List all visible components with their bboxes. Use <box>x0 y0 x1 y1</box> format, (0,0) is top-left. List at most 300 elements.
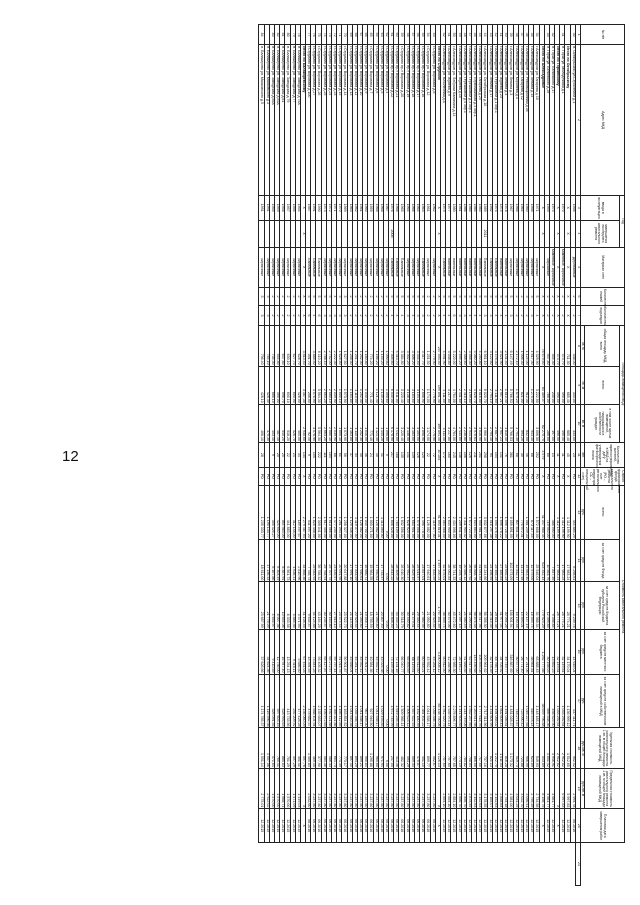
cost-budget-cell: 28 315,35 <box>487 582 492 629</box>
specific-cost-cell: 717,60 <box>477 728 482 768</box>
fund-method-cell: РО <box>373 467 378 485</box>
residents-cell: 134 <box>300 443 305 468</box>
area-all-cell: 2 663,20 <box>321 366 326 404</box>
area-total-cell: 4 329,90 <box>534 326 539 366</box>
area-all-cell: 1 252,30 <box>358 366 363 404</box>
fund-method-cell: РО <box>570 467 575 485</box>
year-built-cell: 1964 <box>404 195 409 220</box>
address-cell: г.Струнино пр-т Воронина д.18 <box>409 45 414 196</box>
area-residential-cell: 771,40 <box>368 404 373 442</box>
cost-local-cell: 65 893,69 <box>404 629 409 674</box>
cost-fund-cell: 28 814,22 <box>389 539 394 582</box>
residents-cell: 111 <box>321 443 326 468</box>
max-cost-cell: 3 237,80 <box>368 768 373 808</box>
row-number: 45 <box>477 25 482 45</box>
residents-cell: 37 <box>347 443 352 468</box>
year-built-cell: 1959 <box>544 195 549 220</box>
area-all-cell: 3 154,00 <box>415 366 420 404</box>
cost-fund-cell: 26 657,92 <box>466 539 471 582</box>
residents-cell: 149 <box>409 443 414 468</box>
row-number: 83 <box>269 25 274 45</box>
cost-local-cell: 38 664,81 <box>529 629 534 674</box>
cost-total-cell: 1 126 082,00 <box>425 485 430 539</box>
cost-fund-cell: 12 579,05 <box>529 539 534 582</box>
floors-cell: 2 <box>549 287 554 305</box>
cost-fund-cell: 25 465,23 <box>492 539 497 582</box>
cost-owners-cell: 1 495 972,65 <box>321 674 326 728</box>
entrances-cell: 3 <box>264 305 269 325</box>
cost-local-cell: 13 254,13 <box>285 629 290 674</box>
address-cell: г.Струнино ул. Воронина д.6 <box>373 45 378 196</box>
cost-local-cell: 14 616,04 <box>570 629 575 674</box>
address-cell: г.Александров ул. Ленина д.17 <box>487 45 492 196</box>
row-number: 81 <box>280 25 285 45</box>
area-all-cell: 4 111,50 <box>441 366 446 404</box>
entrances-cell: X <box>300 305 305 325</box>
cost-owners-cell: 458 525,90 <box>549 674 554 728</box>
address-cell: п. Октябрьский ул.Строителей д.1 <box>570 45 575 196</box>
fund-method-cell: X <box>565 467 570 485</box>
year-built-cell: 1989 <box>482 195 487 220</box>
cost-fund-cell: 20 047,88 <box>342 539 347 582</box>
row-number: 33 <box>544 25 549 45</box>
area-total-cell: 2 131,40 <box>503 326 508 366</box>
cost-fund-cell: 17 983,24 <box>555 539 560 582</box>
year-overhaul-cell <box>373 220 378 247</box>
table-row <box>472 25 477 886</box>
walls-cell: кирпичные <box>259 247 264 287</box>
cost-fund-cell: 6 303,49 <box>275 539 280 582</box>
specific-cost-cell: 899,21 <box>358 728 363 768</box>
subtotal-row <box>565 25 570 886</box>
area-residential-cell: 1 174,00 <box>425 404 430 442</box>
year-overhaul-cell <box>347 220 352 247</box>
plan-date-cell: 12.2015 <box>518 809 523 843</box>
address-cell: г.Струнино ул. Воронина д.7 <box>368 45 373 196</box>
cost-fund-cell: 25 692,23 <box>503 539 508 582</box>
address-cell: г.Струнино ул. Воронина д.12 <box>425 45 430 196</box>
plan-date-cell: 12.2015 <box>290 809 295 843</box>
row-number: 77 <box>306 25 311 45</box>
walls-cell: Панельные <box>399 247 404 287</box>
table-row <box>399 25 404 886</box>
walls-cell: кирпичные <box>383 247 388 287</box>
cost-total-cell: 1 112 199,90 <box>555 485 560 539</box>
entrances-cell: 6 <box>451 305 456 325</box>
cost-budget-cell: 22 147,19 <box>524 582 529 629</box>
address-cell: г.Струнино ул. Воронина д.10 <box>358 45 363 196</box>
area-total-cell: 1 251,50 <box>425 326 430 366</box>
area-residential-cell: 375,30 <box>264 404 269 442</box>
walls-cell: кирпичные <box>368 247 373 287</box>
year-built-cell: 1963 <box>347 195 352 220</box>
residents-cell: 45 <box>565 443 570 468</box>
cost-total-cell: 1 261 093,00 <box>337 485 342 539</box>
plan-date-cell: 12.2015 <box>482 809 487 843</box>
residents-cell: 68 <box>513 443 518 468</box>
cost-owners-cell: 2 276 896,77 <box>451 674 456 728</box>
row-number: 44 <box>482 25 487 45</box>
max-cost-cell: 3 237,80 <box>342 768 347 808</box>
area-all-cell: 6 020,70 <box>482 366 487 404</box>
year-built-cell: 1965 <box>399 195 404 220</box>
year-built-cell: 1960 <box>524 195 529 220</box>
area-residential-cell: 1 110,00 <box>352 404 357 442</box>
table-row <box>441 25 446 886</box>
row-number: 51 <box>446 25 451 45</box>
cost-owners-cell: 4 481 028,37 <box>508 674 513 728</box>
cost-fund-cell: 48 244,66 <box>482 539 487 582</box>
residents-cell: 126 <box>415 443 420 468</box>
table-row <box>295 25 300 886</box>
plan-date-cell: 06.2016 <box>306 809 311 843</box>
cost-budget-cell: 27 980,56 <box>420 582 425 629</box>
cost-owners-cell: 1 029 493,85 <box>378 674 383 728</box>
cost-fund-cell: 17 733,37 <box>378 539 383 582</box>
area-total-cell: 3 521,90 <box>498 326 503 366</box>
unit-rub-5: руб. <box>580 674 585 728</box>
area-all-cell: 1 174,00 <box>425 366 430 404</box>
floors-cell: 2 <box>425 287 430 305</box>
table-row <box>482 25 487 886</box>
residents-cell: 11 <box>560 443 565 468</box>
cost-owners-cell: 1 431 604,99 <box>487 674 492 728</box>
fund-method-cell: РО <box>466 467 471 485</box>
area-all-cell: 5 564,30 <box>316 366 321 404</box>
plan-date-cell: 06.2016 <box>358 809 363 843</box>
table-row <box>275 25 280 886</box>
cost-budget-cell: 21 113,48 <box>347 582 352 629</box>
cost-total-cell: 6 059 891,09 <box>508 485 513 539</box>
table-row <box>373 25 378 886</box>
entrances-cell: 2 <box>295 305 300 325</box>
walls-cell: Панельные <box>394 247 399 287</box>
area-residential-cell: 3 616,90 <box>477 404 482 442</box>
table-row <box>477 25 482 886</box>
cost-local-cell: 9 410,89 <box>269 629 274 674</box>
year-overhaul-cell: X <box>565 220 570 247</box>
area-all-cell: 490,50 <box>560 366 565 404</box>
entrances-cell: 2 <box>269 305 274 325</box>
cost-owners-cell: 1 384 402,22 <box>420 674 425 728</box>
year-overhaul-cell <box>430 220 435 247</box>
plan-date-cell: 12.2015 <box>498 809 503 843</box>
entrances-cell: 2 <box>378 305 383 325</box>
specific-cost-cell: 247,55 <box>389 728 394 768</box>
cost-budget-cell: 158 901,94 <box>508 582 513 629</box>
area-residential-cell: 1 600,10 <box>337 404 342 442</box>
floors-cell: X <box>300 287 305 305</box>
area-all-cell: 6 530,00 <box>389 366 394 404</box>
year-built-cell: 1990 <box>316 195 321 220</box>
cost-local-cell: 105 893,08 <box>477 629 482 674</box>
floors-cell: 5 <box>404 287 409 305</box>
floors-cell: 5 <box>409 287 414 305</box>
address-cell: г.Александров ул. Королева д.3 <box>513 45 518 196</box>
unit-rub-4: руб. <box>580 629 585 674</box>
cost-total-cell: 1 683 951,00 <box>409 485 414 539</box>
fund-method-cell: РО <box>389 467 394 485</box>
specific-cost-cell: 701,29 <box>285 728 290 768</box>
residents-cell: 30 <box>518 443 523 468</box>
address-cell: г.Александров ул. Гагарина д.10 <box>534 45 539 196</box>
area-residential-cell: 2 680,10 <box>326 404 331 442</box>
residents-cell: 40 <box>358 443 363 468</box>
year-overhaul-cell <box>487 220 492 247</box>
entrances-cell: 2 <box>430 305 435 325</box>
floors-cell: 2 <box>352 287 357 305</box>
area-all-cell: 333,00 <box>570 366 575 404</box>
cost-local-cell: 30 198,03 <box>544 629 549 674</box>
fund-method-cell: РО <box>456 467 461 485</box>
page-number: 12 <box>62 448 79 465</box>
entrances-cell: 4 <box>472 305 477 325</box>
cost-total-cell: 1 634 900,00 <box>446 485 451 539</box>
specific-cost-cell: 900,84 <box>363 728 368 768</box>
walls-cell: кирпичные <box>404 247 409 287</box>
area-all-cell: 3 217,80 <box>446 366 451 404</box>
cost-fund-cell: 12 832,17 <box>513 539 518 582</box>
specific-cost-cell: 885,83 <box>280 728 285 768</box>
cost-local-cell: 72 131,16 <box>394 629 399 674</box>
year-overhaul-cell <box>321 220 326 247</box>
area-total-cell: 2 222,30 <box>332 326 337 366</box>
entrances-cell: 3 <box>508 305 513 325</box>
col-year-overhaul-header: завершения последнего капитального ремонта <box>580 220 620 247</box>
year-overhaul-cell <box>264 220 269 247</box>
year-built-cell: 1964 <box>415 195 420 220</box>
row-number: 36 <box>524 25 529 45</box>
year-built-cell: 1985 <box>466 195 471 220</box>
walls-cell: панельные <box>498 247 503 287</box>
cost-local-cell: 26 146,27 <box>456 629 461 674</box>
cost-total-cell: 2 064 568,00 <box>441 485 446 539</box>
residents-cell: 104 <box>326 443 331 468</box>
floors-cell: X <box>539 287 544 305</box>
max-cost-cell: 1 570,00 <box>285 768 290 808</box>
address-cell: г.Струнино ул. Воронина д.25 <box>321 45 326 196</box>
specific-cost-cell: 1 126,13 <box>435 728 440 768</box>
fund-method-cell: РО <box>378 467 383 485</box>
table-row <box>311 25 316 886</box>
area-total-cell: 1 627,50 <box>342 326 347 366</box>
year-overhaul-cell <box>466 220 471 247</box>
plan-date-cell: 12.2015 <box>446 809 451 843</box>
area-total-cell: 734,30 <box>269 326 274 366</box>
row-number: 41 <box>498 25 503 45</box>
area-residential-cell: 1 090,60 <box>383 404 388 442</box>
cost-total-cell: 1 119 377,00 <box>430 485 435 539</box>
cost-local-cell: 45 552,42 <box>425 629 430 674</box>
residents-cell: 222 <box>316 443 321 468</box>
col-year-group-header: Год <box>620 195 625 247</box>
walls-cell: кирпичные <box>290 247 295 287</box>
cost-fund-cell: 18 611,00 <box>259 539 264 582</box>
area-total-cell: 796,40 <box>259 326 264 366</box>
cost-total-cell: 807 831,32 <box>513 485 518 539</box>
area-total-cell: 637,80 <box>280 326 285 366</box>
walls-cell: кирпичные <box>524 247 529 287</box>
entrances-cell: 3 <box>482 305 487 325</box>
row-number: 72 <box>332 25 337 45</box>
col-no-header: № п/п <box>580 25 624 45</box>
specific-cost-cell: 899,77 <box>425 728 430 768</box>
cost-budget-cell: 45 472,60 <box>451 582 456 629</box>
floors-cell: 5 <box>472 287 477 305</box>
plan-date-cell: 12.2015 <box>492 809 497 843</box>
area-residential-cell: 4 960,10 <box>482 404 487 442</box>
residents-cell: 60 <box>544 443 549 468</box>
cost-fund-cell: 24 198,55 <box>487 539 492 582</box>
cost-budget-cell: 31 977,04 <box>498 582 503 629</box>
cost-fund-cell: 8 387,91 <box>280 539 285 582</box>
residents-cell: 20 <box>275 443 280 468</box>
year-built-cell: 1986 <box>461 195 466 220</box>
plan-date-cell: 12.2015 <box>549 809 554 843</box>
address-cell: п. Горки ул. Молодёжная д.1 <box>560 45 565 196</box>
walls-cell: Каменные, кирпичные <box>561 248 566 286</box>
entrances-cell: 2 <box>524 305 529 325</box>
fund-method-cell: РО <box>518 467 523 485</box>
area-total-cell: 2 588,60 <box>461 326 466 366</box>
plan-date-cell: 12.2015 <box>295 809 300 843</box>
table-row <box>487 25 492 886</box>
cost-local-cell: 73 844,25 <box>311 629 316 674</box>
floors-cell: 5 <box>311 287 316 305</box>
cost-owners-cell: 413 733,56 <box>285 674 290 728</box>
specific-cost-cell: 471,64 <box>269 728 274 768</box>
area-residential-cell: 2 039,90 <box>332 404 337 442</box>
cost-budget-cell: 1 767 851,89 <box>435 582 440 629</box>
address-cell: п. Горки ул. Белинского д.29 <box>544 45 549 196</box>
area-all-cell: 771,40 <box>368 366 373 404</box>
address-cell: г.Струнино ул. Воронина д.9 <box>363 45 368 196</box>
year-built-cell: 1966 <box>409 195 414 220</box>
cost-local-cell: 65 427,87 <box>321 629 326 674</box>
table-row <box>290 25 295 886</box>
area-all-cell: 821,00 <box>518 366 523 404</box>
cost-total-cell: 1 516 297,38 <box>487 485 492 539</box>
year-built-cell: X <box>539 195 544 220</box>
year-built-cell: 1980 <box>451 195 456 220</box>
year-overhaul-cell <box>529 220 534 247</box>
year-overhaul-cell <box>508 220 513 247</box>
area-total-cell: 4 313,70 <box>394 326 399 366</box>
cost-fund-cell: 623 342,14 <box>539 539 544 582</box>
unit-rub-per-sqm: руб./кв. м <box>580 728 585 768</box>
walls-cell: кирпичные <box>529 247 534 287</box>
area-total-cell: 1 160,80 <box>363 326 368 366</box>
cost-fund-cell: 38 741,33 <box>451 539 456 582</box>
year-overhaul-cell <box>316 220 321 247</box>
walls-cell: панельные <box>456 247 461 287</box>
area-residential-cell: 3 183,60 <box>409 404 414 442</box>
cost-owners-cell: 1 136 999,12 <box>565 674 570 728</box>
area-total-cell: 3 888,50 <box>311 326 316 366</box>
row-number <box>435 25 440 45</box>
cost-fund-cell: 17 833,59 <box>430 539 435 582</box>
cost-budget-cell: 30 094,26 <box>503 582 508 629</box>
cost-total-cell: 1 628 920,00 <box>404 485 409 539</box>
floors-cell: 5 <box>534 287 539 305</box>
address-cell: г.Струнино ул. Воронина д.15 <box>337 45 342 196</box>
entrances-cell: 2 <box>513 305 518 325</box>
specific-cost-cell: 664,73 <box>332 728 337 768</box>
cost-budget-cell: 9 239,78 <box>570 582 575 629</box>
area-residential-cell: 526,70 <box>290 404 295 442</box>
cost-budget-cell: 30 235,57 <box>321 582 326 629</box>
address-cell: г.Струнино ул. Воронина д.27 <box>311 45 316 196</box>
year-built-cell: 1983 <box>477 195 482 220</box>
area-all-cell: 786,00 <box>544 366 549 404</box>
cost-owners-cell: 1 033 292,64 <box>560 674 565 728</box>
area-residential-cell: 490,50 <box>560 404 565 442</box>
cost-local-cell: 32 149,81 <box>560 629 565 674</box>
plan-date-cell: 12.2015 <box>269 809 274 843</box>
area-all-cell: 598,70 <box>280 366 285 404</box>
year-built-cell: 1977 <box>446 195 451 220</box>
cost-budget-cell: 21 050,80 <box>373 582 378 629</box>
col-max-cost-header: Предельная стоимость капитального ремонта 1 кв. м общей площади помещений МКД <box>585 768 625 808</box>
year-built-cell: 1975 <box>492 195 497 220</box>
area-residential-cell: 62 275,70 <box>539 404 544 442</box>
max-cost-cell: 2 878,55 <box>466 768 471 808</box>
subtotal-row <box>300 25 305 886</box>
walls-cell: Панельные <box>482 247 487 287</box>
walls-cell: Панельные <box>420 247 425 287</box>
cost-budget-cell: 33 333,23 <box>394 582 399 629</box>
year-built-cell: 1959 <box>368 195 373 220</box>
cost-local-cell: 27 211,06 <box>524 629 529 674</box>
entrances-cell: 3 <box>487 305 492 325</box>
residents-cell: 68 <box>529 443 534 468</box>
max-cost-cell: 6 997,83 <box>560 768 565 808</box>
residents-cell: 211 <box>472 443 477 468</box>
year-overhaul-cell <box>295 220 300 247</box>
area-residential-cell: 1 121,40 <box>373 404 378 442</box>
specific-cost-cell: 757,65 <box>441 728 446 768</box>
row-number: 66 <box>363 25 368 45</box>
plan-date-cell: 12.2015 <box>456 809 461 843</box>
cost-local-cell: 62 517,83 <box>466 629 471 674</box>
residents-cell: 24 <box>368 443 373 468</box>
col-area-total-header: общая площадь МКД, всего <box>585 326 620 366</box>
cost-fund-cell: 4 636,41 <box>290 539 295 582</box>
address-cell: г.Струнино ул. Воронина д.100 <box>306 45 311 196</box>
floors-cell: 5 <box>394 287 399 305</box>
row-number: 31 <box>560 25 565 45</box>
specific-cost-cell: 971,94 <box>378 728 383 768</box>
cost-budget-cell: 34 124,88 <box>311 582 316 629</box>
max-cost-cell: 3 178,55 <box>482 768 487 808</box>
entrances-cell: 4 <box>409 305 414 325</box>
address-cell: Итого по Алексадровке <box>539 45 544 196</box>
floors-cell: 2 <box>570 287 575 305</box>
floors-cell: 2 <box>275 287 280 305</box>
row-number: 80 <box>285 25 290 45</box>
row-number <box>555 25 560 45</box>
walls-cell: панельные <box>466 247 471 287</box>
fund-method-cell: РО <box>306 467 311 485</box>
col-address-header: Адрес МКД <box>580 45 624 196</box>
year-overhaul-cell <box>477 220 482 247</box>
cost-total-cell: 444 885,29 <box>570 485 575 539</box>
cost-owners-cell: 1 016 227,68 <box>524 674 529 728</box>
address-cell: п. Балакирево ул. Заводская д.81 <box>280 45 285 196</box>
residents-cell: 160 <box>446 443 451 468</box>
cost-local-cell: 67 451,03 <box>300 629 305 674</box>
cost-budget-cell: 3 571,93 <box>295 582 300 629</box>
